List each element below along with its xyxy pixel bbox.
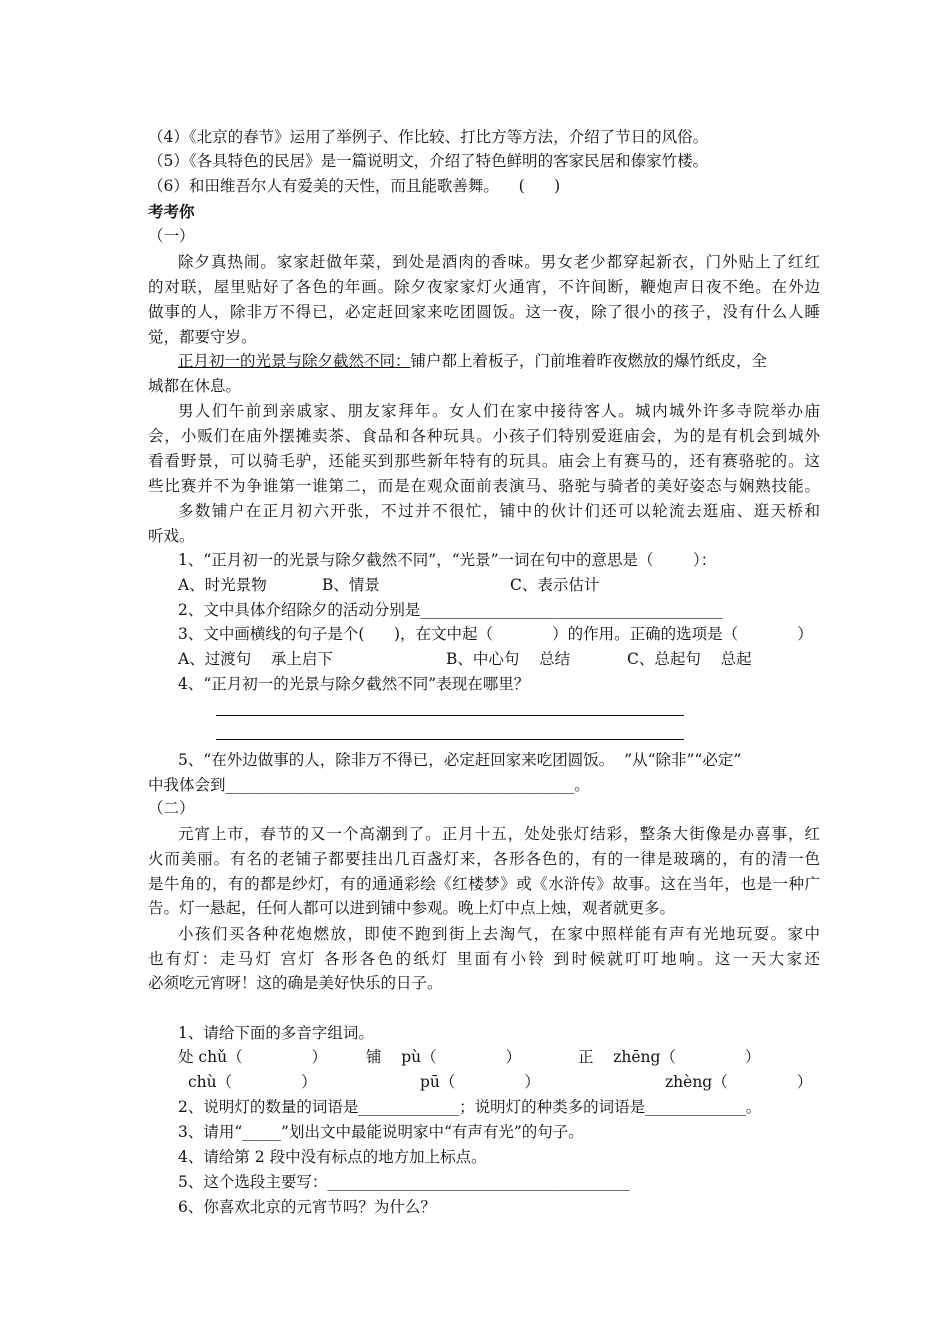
option-a: A、时光景物 — [178, 576, 267, 594]
section-title: 考考你 — [148, 202, 195, 221]
passage1-line — [178, 351, 767, 371]
pinyin-pu1: pū（ ） — [420, 1073, 540, 1091]
option-a: A、过渡句 承上启下 — [178, 650, 333, 668]
question-4: 4、“正月初一的光景与除夕截然不同”表现在哪里？ — [178, 675, 530, 693]
passage2-line: 必须吃元宵呀！这的确是美好快乐的日子。 — [148, 974, 443, 992]
passage1-line: 的对联，屋里贴好了各色的年画。除夕夜家家灯火通宵，不许间断，鞭炮声日夜不绝。在外边 — [148, 278, 820, 296]
question-1: 1、“正月初一的光景与除夕截然不同”，“光景”一词在句中的意思是（ ）： — [178, 551, 717, 569]
passage1-line: 觉，都要守岁。 — [148, 328, 257, 346]
part1-label: （一） — [148, 227, 195, 245]
question-5: 5、“在外边做事的人，除非万不得已，必定赶回家来吃团圆饭。 ”从“除非”“必定” — [178, 751, 742, 769]
statement-4: （4）《北京的春节》运用了举例子、作比较、打比方等方法，介绍了节日的风俗。 — [148, 128, 709, 146]
part2-label: （二） — [148, 799, 195, 817]
passage1-line: 做事的人，除非万不得已，必定赶回家来吃团圆饭。这一夜，除了很小的孩子，没有什么人睡 — [148, 303, 820, 321]
passage1-line: 看看野景，可以骑毛驴，还能买到那些新年特有的玩具。庙会上有赛马的，还有赛骆驼的。这 — [148, 452, 820, 470]
passage2-line: 火而美丽。有名的老铺子都要挂出几百盏灯来，各形各色的，有的一律是玻璃的，有的清一色 — [148, 850, 820, 868]
question-2: 2、说明灯的数量的词语是_____________；说明灯的种类多的词语是_____________。 — [178, 1098, 762, 1116]
passage1-line: 除夕真热闹。家家赶做年菜，到处是酒肉的香味。男女老少都穿起新衣，门外贴上了红红 — [178, 253, 820, 271]
question-2: 2、文中具体介绍除夕的活动分别是_______________________________________ — [178, 601, 723, 619]
question-5: 5、这个选段主要写：_______________________________________ — [178, 1173, 630, 1191]
option-b: B、情景 — [322, 576, 380, 594]
passage2-line: 也有灯：走马灯 宫灯 各形各色的纸灯 里面有小铃 到时候就叮叮地响。这一天大家还 — [148, 950, 820, 968]
pinyin-zheng4: zhèng（ ） — [665, 1073, 813, 1091]
statement-6: （6）和田维吾尔人有爱美的天性，而且能歌善舞。 ( ) — [148, 177, 561, 195]
passage2-line: 告。灯一悬起，任何人都可以进到铺中参观。晚上灯中点上烛，观者就更多。 — [148, 899, 676, 917]
sentence-rest: 铺户都上着板子，门前堆着昨夜燃放的爆竹纸皮，全 — [410, 352, 768, 370]
passage1-line: 多数铺户在正月初六开张，不过并不很忙，铺中的伙计们还可以轮流去逛庙、逛天桥和 — [178, 502, 820, 520]
passage1-line: 男人们午前到亲戚家、朋友家拜年。女人们在家中接待客人。城内城外许多寺院举办庙 — [178, 402, 820, 420]
passage1-line: 会，小贩们在庙外摆摊卖茶、食品和各种玩具。小孩子们特别爱逛庙会，为的是有机会到城外 — [148, 427, 820, 445]
pinyin-pu4: 铺 pù（ ） — [366, 1048, 522, 1066]
answer-line[interactable] — [216, 715, 684, 716]
option-c: C、总起句 总起 — [627, 650, 752, 668]
passage1-line: 些比赛并不为争谁第一谁第二，而是在观众面前表演马、骆驼与骑者的美好姿态与娴熟技能。 — [148, 477, 820, 495]
question-4: 4、请给第 2 段中没有标点的地方加上标点。 — [178, 1148, 487, 1166]
passage2-line: 元宵上市，春节的又一个高潮到了。正月十五，处处张灯结彩，整条大街像是办喜事，红 — [178, 825, 820, 843]
pinyin-chu4: chù（ ） — [188, 1073, 317, 1091]
pinyin-chu3: 处 chǔ（ ） — [178, 1048, 328, 1066]
pinyin-zheng1: 正 zhēng（ ） — [578, 1048, 761, 1066]
option-c: C、表示估计 — [510, 576, 600, 594]
passage1-line: 听戏。 — [148, 527, 195, 545]
question-6: 6、你喜欢北京的元宵节吗？为什么？ — [178, 1198, 436, 1216]
question-5-cont: 中我体会到_____________________________________________。 — [148, 776, 590, 794]
underlined-sentence: 正月初一的光景与除夕截然不同： — [178, 352, 411, 370]
question-3: 3、文中画横线的句子是个( )，在文中起（ ）的作用。正确的选项是（ ） — [178, 625, 813, 643]
question-3: 3、请用“_____”划出文中最能说明家中“有声有光”的句子。 — [178, 1123, 584, 1141]
answer-line[interactable] — [216, 739, 684, 740]
statement-5: （5）《各具特色的民居》是一篇说明文，介绍了特色鲜明的客家民居和傣家竹楼。 — [148, 152, 709, 170]
question-1: 1、请给下面的多音字组词。 — [178, 1024, 374, 1042]
passage2-line: 小孩们买各种花炮燃放，即使不跑到街上去淘气，在家中照样能有声有光地玩耍。家中 — [178, 925, 820, 943]
passage2-line: 是牛角的，有的都是纱灯，有的通通彩绘《红楼梦》或《水浒传》故事。这在当年，也是一种广 — [148, 875, 820, 893]
passage1-line: 城都在休息。 — [148, 377, 242, 395]
option-b: B、中心句 总结 — [446, 650, 571, 668]
